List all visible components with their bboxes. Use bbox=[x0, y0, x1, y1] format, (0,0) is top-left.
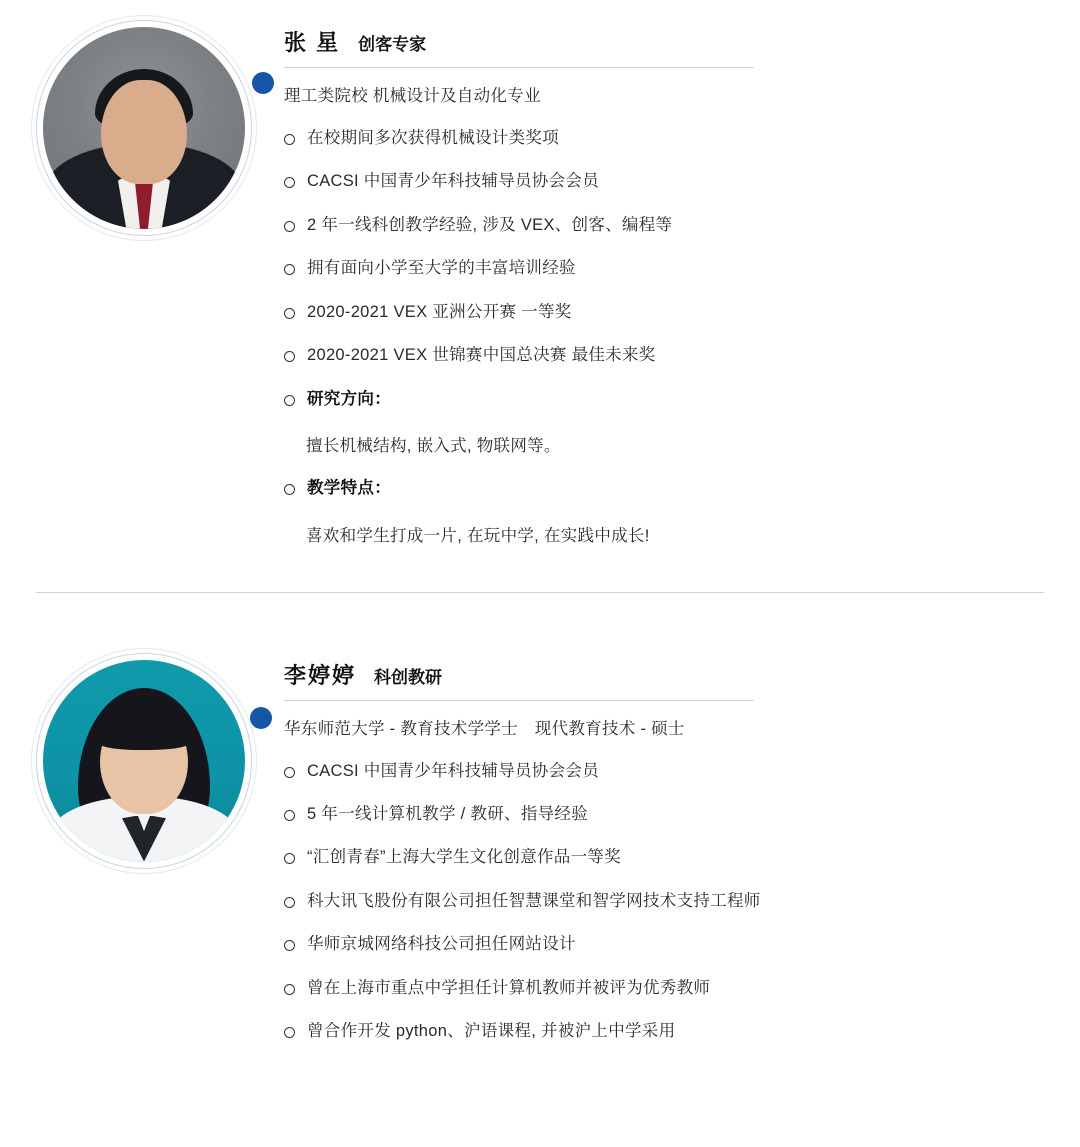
profile-info bbox=[284, 12, 1044, 568]
list-item-text: 2020-2021 VEX 亚洲公开赛 一等奖 bbox=[307, 302, 572, 321]
list-item bbox=[284, 345, 1024, 366]
avatar bbox=[36, 645, 284, 869]
circle-bullet-icon bbox=[284, 395, 295, 406]
list-item bbox=[284, 804, 1024, 825]
profile-info bbox=[284, 645, 1044, 1065]
list-item bbox=[284, 1021, 1024, 1042]
circle-bullet-icon bbox=[284, 221, 295, 232]
list-item-text: 2 年一线科创教学经验, 涉及 VEX、创客、编程等 bbox=[307, 215, 673, 234]
circle-bullet-icon bbox=[284, 897, 295, 908]
list-item-text: 5 年一线计算机教学 / 教研、指导经验 bbox=[307, 804, 589, 823]
list-item-text: 曾合作开发 python、沪语课程, 并被沪上中学采用 bbox=[307, 1022, 676, 1041]
list-item-text: “汇创青春”上海大学生文化创意作品一等奖 bbox=[307, 848, 621, 867]
list-item-subtext: 喜欢和学生打成一片, 在玩中学, 在实践中成长! bbox=[306, 526, 650, 545]
circle-bullet-icon bbox=[284, 767, 295, 778]
list-item bbox=[284, 978, 1024, 999]
portrait-photo-female-icon bbox=[43, 660, 245, 862]
list-item-text: 曾在上海市重点中学担任计算机教师并被评为优秀教师 bbox=[307, 978, 711, 997]
list-item-subtext: 擅长机械结构, 嵌入式, 物联网等。 bbox=[306, 437, 561, 456]
list-item-heading bbox=[284, 478, 1024, 499]
profile-header bbox=[284, 659, 754, 701]
list-item bbox=[284, 128, 1024, 149]
circle-bullet-icon bbox=[284, 484, 295, 495]
circle-bullet-icon bbox=[284, 984, 295, 995]
profile-subtitle: 理工类院校 机械设计及自动化专业 bbox=[284, 87, 541, 105]
list-item bbox=[284, 891, 1024, 912]
profile-subtitle: 华东师范大学 - 教育技术学学士 现代教育技术 - 硕士 bbox=[284, 719, 685, 738]
circle-bullet-icon bbox=[284, 1027, 295, 1038]
avatar-ring bbox=[36, 20, 252, 236]
list-item bbox=[284, 171, 1024, 192]
circle-bullet-icon bbox=[284, 351, 295, 362]
circle-bullet-icon bbox=[284, 177, 295, 188]
list-item bbox=[284, 934, 1024, 955]
profile-header bbox=[284, 26, 754, 68]
list-item bbox=[284, 258, 1024, 279]
photo-face-shape bbox=[101, 80, 187, 184]
list-item bbox=[284, 215, 1024, 236]
portrait-photo-male-icon bbox=[43, 27, 245, 229]
avatar-ring bbox=[36, 653, 252, 869]
profile-role: 科创教研 bbox=[374, 667, 443, 687]
circle-bullet-icon bbox=[284, 134, 295, 145]
blue-dot-icon bbox=[250, 707, 272, 729]
blue-dot-icon bbox=[252, 72, 274, 94]
list-item-text: 研究方向： bbox=[307, 389, 391, 408]
list-item bbox=[284, 847, 1024, 868]
profile-role: 创客专家 bbox=[358, 35, 427, 54]
list-item bbox=[284, 302, 1024, 323]
list-item-heading bbox=[284, 389, 1024, 410]
list-item bbox=[284, 761, 1024, 782]
circle-bullet-icon bbox=[284, 308, 295, 319]
profile-card bbox=[36, 0, 1044, 568]
list-item-text: 科大讯飞股份有限公司担任智慧课堂和智学网技术支持工程师 bbox=[307, 891, 761, 910]
list-item-text: 拥有面向小学至大学的丰富培训经验 bbox=[307, 259, 576, 278]
profile-name: 张 星 bbox=[284, 30, 341, 55]
profile-card bbox=[36, 593, 1044, 1065]
circle-bullet-icon bbox=[284, 940, 295, 951]
circle-bullet-icon bbox=[284, 810, 295, 821]
avatar bbox=[36, 12, 284, 236]
profile-name: 李婷婷 bbox=[284, 662, 357, 688]
list-item-text: 教学特点： bbox=[307, 479, 391, 498]
list-item-text: 2020-2021 VEX 世锦赛中国总决赛 最佳未来奖 bbox=[307, 346, 656, 365]
list-item-text: CACSI 中国青少年科技辅导员协会会员 bbox=[307, 172, 600, 191]
circle-bullet-icon bbox=[284, 853, 295, 864]
list-item-text: 在校期间多次获得机械设计类奖项 bbox=[307, 129, 559, 147]
list-item-text: 华师京城网络科技公司担任网站设计 bbox=[307, 935, 576, 954]
list-item-text: CACSI 中国青少年科技辅导员协会会员 bbox=[307, 761, 600, 780]
circle-bullet-icon bbox=[284, 264, 295, 275]
